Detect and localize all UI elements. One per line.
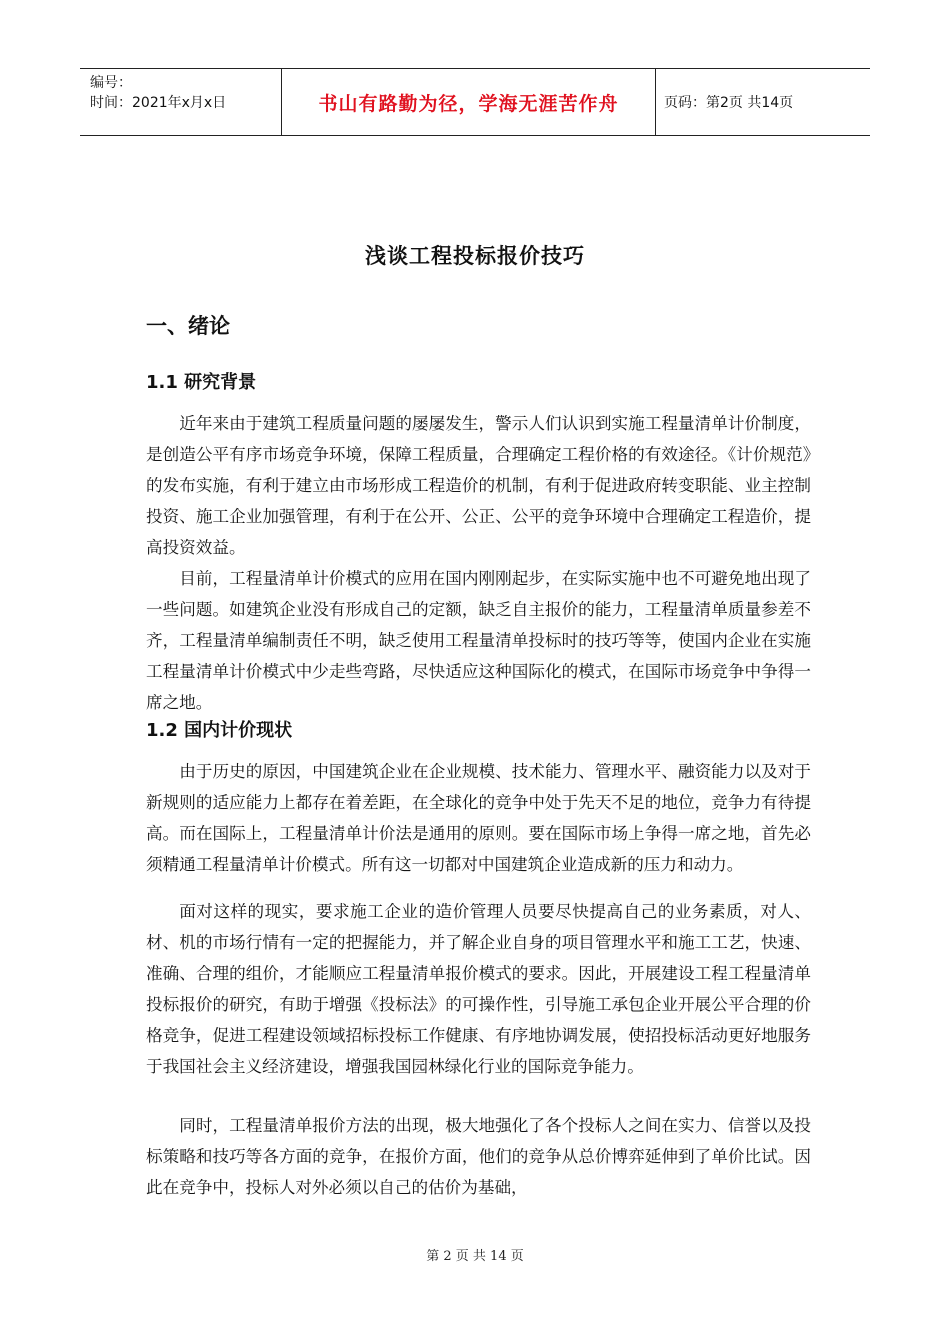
paragraph-domestic-1: 由于历史的原因，中国建筑企业在企业规模、技术能力、管理水平、融资能力以及对于新规则的适应能力上都存在着差距，在全球化的竞争中处于先天不足的地位，竞争力有待提高。而在国际上，工程量清单计价法是通用的原则。要在国际市场上争得一席之地，首先必须精通工程量清单计价模式。所有这一切都对中国建筑企业造成新的压力和动力。 — [146, 762, 811, 874]
document-title: 浅谈工程投标报价技巧 — [365, 244, 585, 268]
header-meta — [80, 69, 282, 135]
header-motto: 书山有路勤为径，学海无涯苦作舟 — [282, 69, 656, 135]
page-footer-number: 第 2 页 共 14 页 — [426, 1249, 524, 1264]
paragraph-background-1: 近年来由于建筑工程质量问题的屡屡发生，警示人们认识到实施工程量清单计价制度，是创造公平有序市场竞争环境，保障工程质量，合理确定工程价格的有效途径。《计价规范》的发布实施，有利于建立由市场形成工程造价的机制，有利于促进政府转变职能、业主控制投资、施工企业加强管理，有利于在公开、公正、公平的竞争环境中合理确定工程造价，提高投资效益。 — [146, 414, 811, 557]
paragraph-background-2: 目前，工程量清单计价模式的应用在国内刚刚起步，在实际实施中也不可避免地出现了一些问题。如建筑企业没有形成自己的定额，缺乏自主报价的能力，工程量清单质量参差不齐，工程量清单编制责任不明，缺乏使用工程量清单投标时的技巧等等，使国内企业在实施工程量清单计价模式中少走些弯路，尽快适应这种国际化的模式，在国际市场竞争中争得一席之地。 — [146, 569, 811, 712]
header-page-info: 页码：第2页 共14页 — [664, 95, 794, 111]
page-header — [80, 68, 870, 136]
subsection-heading-domestic-status: 1.2 国内计价现状 — [146, 720, 293, 741]
paragraph-domestic-3: 同时，工程量清单报价方法的出现，极大地强化了各个投标人之间在实力、信誉以及投标策略和技巧等各方面的竞争，在报价方面，他们的竞争从总价博弈延伸到了单价比试。因此在竞争中，投标人对外必须以自己的估价为基础， — [146, 1116, 811, 1197]
header-number-label: 编号： — [90, 75, 132, 91]
subsection-heading-background: 1.1 研究背景 — [146, 372, 257, 393]
section-heading-introduction: 一、绪论 — [146, 314, 230, 338]
paragraph-domestic-2: 面对这样的现实，要求施工企业的造价管理人员要尽快提高自己的业务素质，对人、材、机的市场行情有一定的把握能力，并了解企业自身的项目管理水平和施工工艺，快速、准确、合理的组价，才能顺应工程量清单报价模式的要求。因此，开展建设工程工程量清单投标报价的研究，有助于增强《投标法》的可操作性，引导施工承包企业开展公平合理的价格竞争，促进工程建设领域招标投标工作健康、有序地协调发展，使招投标活动更好地服务于我国社会主义经济建设，增强我国园林绿化行业的国际竞争能力。 — [146, 902, 811, 1076]
header-time-label: 时间：2021年x月x日 — [90, 95, 227, 111]
